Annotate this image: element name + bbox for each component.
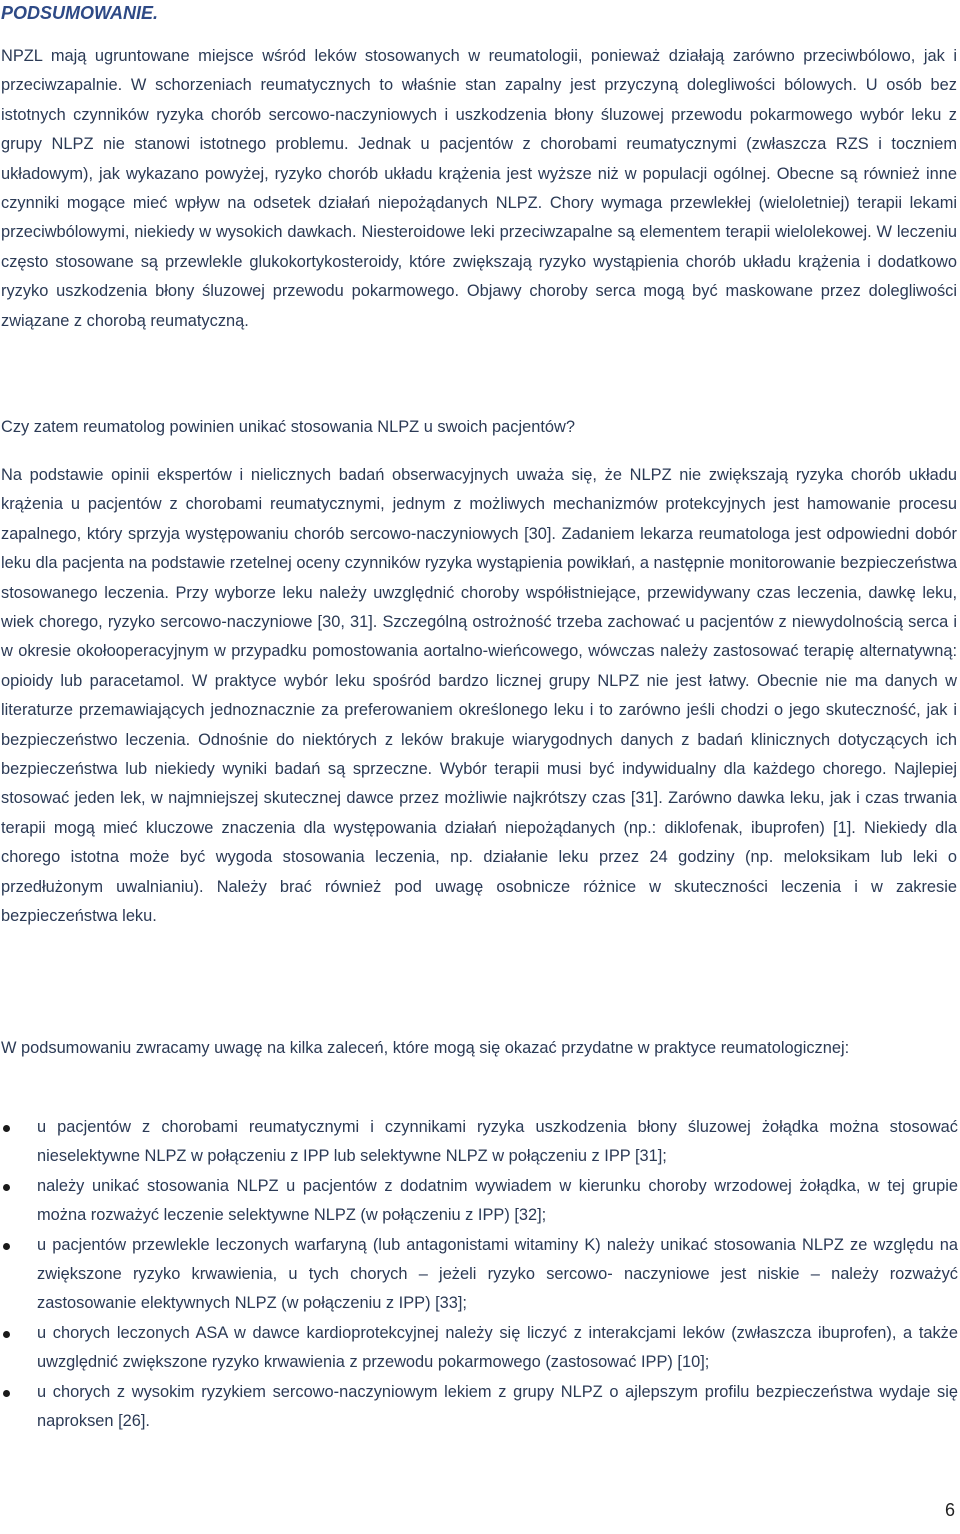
page-number: 6 <box>944 1500 955 1520</box>
list-item-text: u chorych z wysokim ryzykiem sercowo-naczyniowym lekiem z grupy NLPZ o ajlepszym profilu bezpieczeństwa wydaje się naproksen [26]. <box>37 1382 958 1431</box>
list-item <box>0 1319 958 1378</box>
expert-opinion-paragraph: Na podstawie opinii ekspertów i nielicznych badań obserwacyjnych uważa się, że NLPZ nie zwiększają ryzyka chorób układu krążenia u pacjentów z chorobami reumatycznymi, jednym z możliwych mechanizmów protekcyjnych jest hamowanie procesu zapalnego, który sprzyja występowaniu chorób sercowo-naczyniowych [30]. Zadaniem lekarza reumatologa jest odpowiedni dobór leku dla pacjenta na podstawie rzetelnej oceny czynników ryzyka wystąpienia powikłań, a następnie monitorowanie bezpieczeństwa stosowanego leczenia. Przy wyborze leku należy uwzględnić choroby współistniejące, przewidywany czas leczenia, dawkę leku, wiek chorego, ryzyko sercowo-naczyniowe [30, 31]. Szczególną ostrożność trzeba zachować u pacjentów z niewydolnością serca i w okresie okołooperacyjnym w przypadku pomostowania aortalno-wieńcowego, wówczas należy zastosować terapię alternatywną: opioidy lub paracetamol. W praktyce wybór leku spośród bardzo licznej grupy NLPZ nie jest łatwy. Obecnie nie ma danych w literaturze przemawiających jednoznacznie za preferowaniem określonego leku i to zarówno jeśli chodzi o jego skuteczność, jak i bezpieczeństwo leczenia. Odnośnie do niektórych z leków brakuje wiarygodnych danych z badań klinicznych dotyczących ich bezpieczeństwa lub niekiedy wyniki badań są sprzeczne. Wybór terapii musi być indywidualny dla każdego chorego. Najlepiej stosować jeden lek, w najmniejszej skutecznej dawce przez możliwie najkrótszy czas [31]. Zarówno dawka leku, jak i czas trwania terapii mogą mieć kluczowe znaczenia dla występowania działań niepożądanych (np.: diklofenak, ibuprofen) [1]. Niekiedy dla chorego istotna może być wygoda stosowania leczenia, np. działanie leku przez 24 godziny (np. meloksikam lub leki o przedłużonym uwalnianiu). Należy brać również pod uwagę osobnicze różnice w skuteczności leczenia i w zakresie bezpieczeństwa leku. <box>1 466 957 926</box>
recommendations-intro-paragraph: W podsumowaniu zwracamy uwagę na kilka zaleceń, które mogą się okazać przydatne w praktyce reumatologicznej: <box>1 1039 850 1057</box>
section-heading: PODSUMOWANIE. <box>1 3 159 23</box>
bullet-icon <box>3 1331 10 1338</box>
list-item <box>0 1113 958 1172</box>
list-item-text: u pacjentów z chorobami reumatycznymi i czynnikami ryzyka uszkodzenia błony śluzowej żołądka można stosować nieselektywne NLPZ w połączeniu z IPP lub selektywne NLPZ w połączeniu z IPP [31]; <box>37 1118 958 1166</box>
list-item <box>0 1172 958 1231</box>
list-item-text: u pacjentów przewlekle leczonych warfaryną (lub antagonistami witaminy K) należy unikać stosowania NLPZ ze względu na zwiększone ryzyko krwawienia, u tych chorych – jeżeli ryzyko sercowo- naczyniowe jest niskie – należy rozważyć zastosowanie elektywnych NLPZ (w połączeniu z IPP) [33]; <box>37 1235 958 1313</box>
list-item <box>0 1231 958 1319</box>
bullet-icon <box>3 1243 10 1250</box>
recommendations-list <box>0 1113 958 1436</box>
bullet-icon <box>3 1125 10 1132</box>
question-paragraph: Czy zatem reumatolog powinien unikać stosowania NLPZ u swoich pacjentów? <box>1 418 575 436</box>
bullet-icon <box>3 1390 10 1397</box>
list-item-text: należy unikać stosowania NLPZ u pacjentów z dodatnim wywiadem w kierunku choroby wrzodowej żołądka, w tej grupie można rozważyć leczenie selektywne NLPZ (w połączeniu z IPP) [32]; <box>37 1176 958 1225</box>
bullet-icon <box>3 1184 10 1191</box>
summary-paragraph: NPZL mają ugruntowane miejsce wśród leków stosowanych w reumatologii, ponieważ działają zarówno przeciwbólowo, jak i przeciwzapalnie. W schorzeniach reumatycznych to właśnie stan zapalny jest przyczyną dolegliwości bólowych. U osób bez istotnych czynników ryzyka chorób sercowo-naczyniowych i uszkodzenia błony śluzowej przewodu pokarmowego wybór leku z grupy NLPZ nie stanowi istotnego problemu. Jednak u pacjentów z chorobami reumatycznymi (zwłaszcza RZS i toczniem układowym), jak wykazano powyżej, ryzyko chorób układu krążenia jest wyższe niż w populacji ogólnej. Obecne są również inne czynniki mogące mieć wpływ na odsetek działań niepożądanych NLPZ. Chory wymaga przewlekłej (wieloletniej) terapii lekami przeciwbólowymi, niekiedy w wysokich dawkach. Niesteroidowe leki przeciwzapalne są elementem terapii wielolekowej. W leczeniu często stosowane są przewlekle glukokortykosteroidy, które zwiększają ryzyko wystąpienia chorób układu krążenia i dodatkowo ryzyko uszkodzenia błony śluzowej przewodu pokarmowego. Objawy choroby serca mogą być maskowane przez dolegliwości związane z chorobą reumatyczną. <box>1 47 957 330</box>
list-item-text: u chorych leczonych ASA w dawce kardioprotekcyjnej należy się liczyć z interakcjami leków (zwłaszcza ibuprofen), a także uwzględnić zwiększone ryzyko krwawienia z przewodu pokarmowego (zastosować IPP) [10]; <box>37 1323 958 1372</box>
list-item <box>0 1378 958 1437</box>
